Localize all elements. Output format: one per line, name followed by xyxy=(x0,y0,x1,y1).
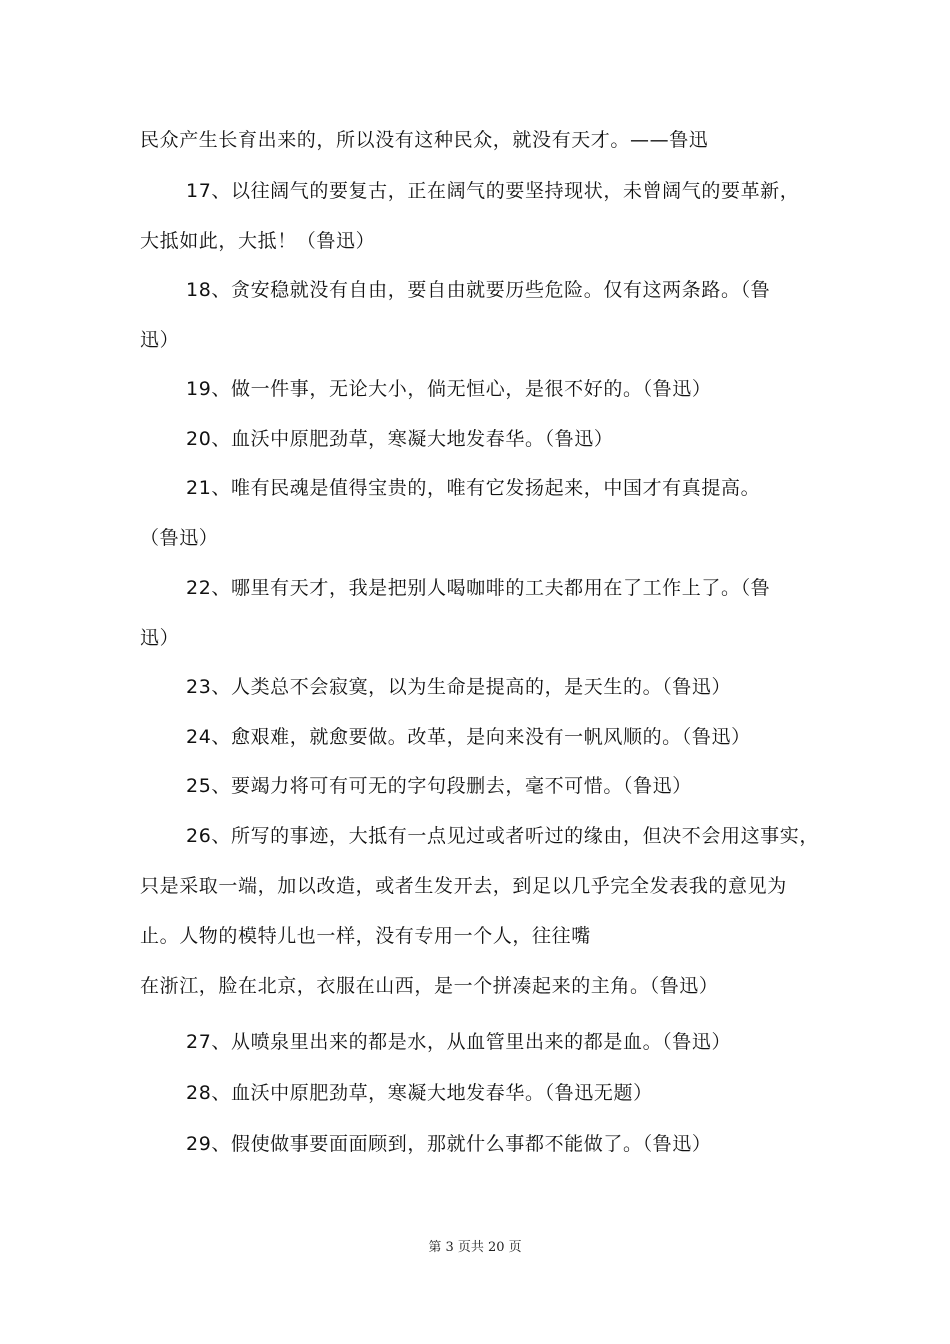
quote-17-line-2: 大抵如此，大抵！（鲁迅） xyxy=(140,230,376,252)
page-number-footer: 第 3 页共 20 页 xyxy=(428,1240,522,1255)
quote-26-line-2: 只是采取一端，加以改造，或者生发开去，到足以几乎完全发表我的意见为 xyxy=(140,875,787,897)
text-line: 民众产生长育出来的，所以没有这种民众，就没有天才。——鲁迅 xyxy=(140,129,709,151)
quote-21-line-2: （鲁迅） xyxy=(140,527,219,549)
quote-22-line-2: 迅） xyxy=(140,627,180,649)
quote-21-line-1: 21、唯有民魂是值得宝贵的，唯有它发扬起来，中国才有真提高。 xyxy=(186,477,761,499)
quote-17-line-1: 17、以往阔气的要复古，正在阔气的要坚持现状，未曾阔气的要革新， xyxy=(186,180,800,202)
quote-20: 20、血沃中原肥劲草，寒凝大地发春华。（鲁迅） xyxy=(186,428,614,450)
quote-29: 29、假使做事要面面顾到，那就什么事都不能做了。（鲁迅） xyxy=(186,1133,712,1155)
quote-19: 19、做一件事，无论大小，倘无恒心，是很不好的。（鲁迅） xyxy=(186,378,712,400)
quote-28: 28、血沃中原肥劲草，寒凝大地发春华。（鲁迅无题） xyxy=(186,1082,653,1104)
quote-26-line-3: 止。人物的模特儿也一样，没有专用一个人，往往嘴 xyxy=(140,925,591,947)
quote-18-line-2: 迅） xyxy=(140,329,180,351)
quote-23: 23、人类总不会寂寞，以为生命是提高的，是天生的。（鲁迅） xyxy=(186,676,732,698)
quote-18-line-1: 18、贪安稳就没有自由，要自由就要历些危险。仅有这两条路。（鲁 xyxy=(186,279,771,301)
quote-25: 25、要竭力将可有可无的字句段删去，毫不可惜。（鲁迅） xyxy=(186,775,692,797)
quote-26-line-1: 26、所写的事迹，大抵有一点见过或者听过的缘由，但决不会用这事实， xyxy=(186,825,819,847)
quote-22-line-1: 22、哪里有天才，我是把别人喝咖啡的工夫都用在了工作上了。（鲁 xyxy=(186,577,771,599)
quote-24: 24、愈艰难，就愈要做。改革，是向来没有一帆风顺的。（鲁迅） xyxy=(186,726,751,748)
quote-27: 27、从喷泉里出来的都是水，从血管里出来的都是血。（鲁迅） xyxy=(186,1031,732,1053)
quote-26-line-4: 在浙江，脸在北京，衣服在山西，是一个拼凑起来的主角。（鲁迅） xyxy=(140,975,719,997)
